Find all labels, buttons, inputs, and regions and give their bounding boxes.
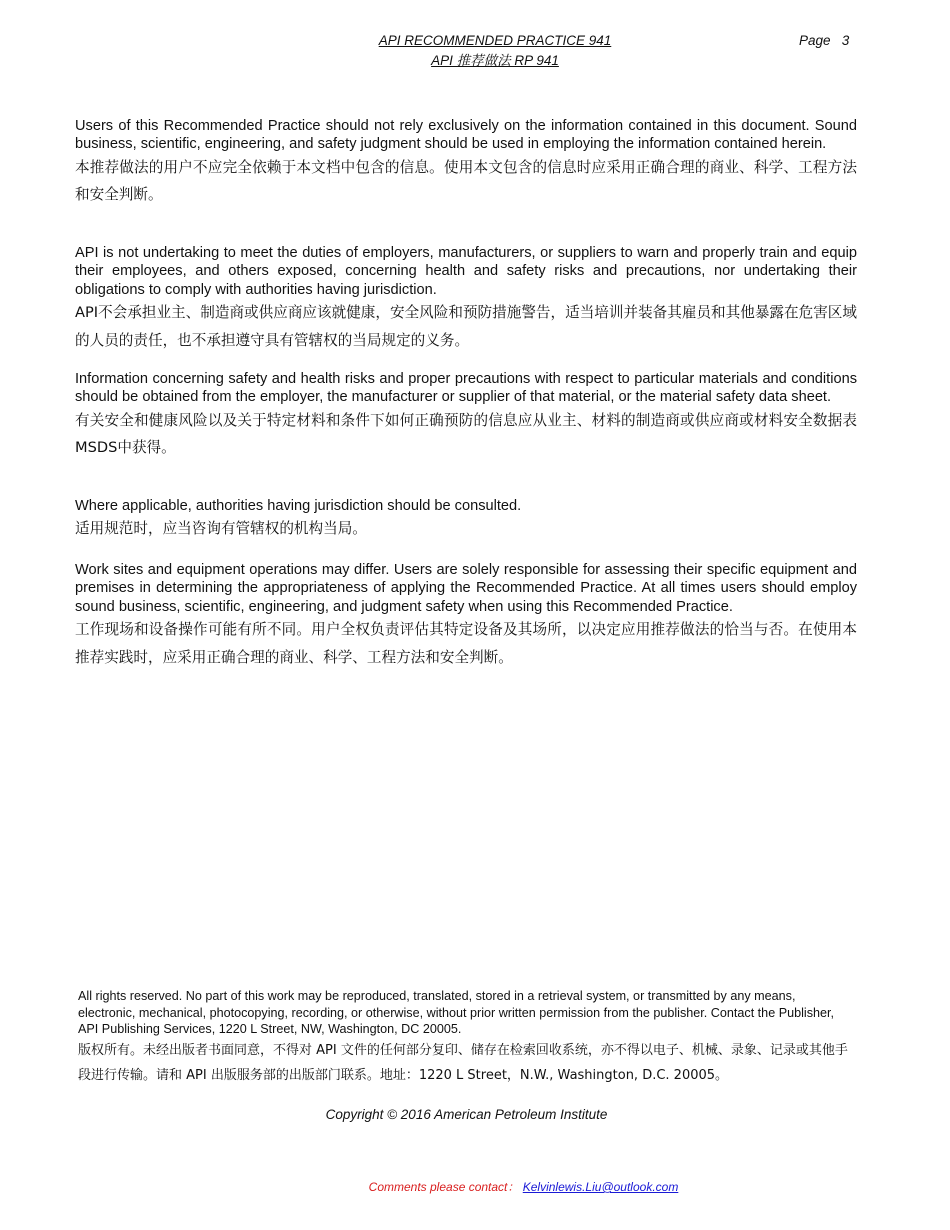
- page-number: Page 3: [799, 33, 850, 48]
- legal-notice: [78, 988, 854, 1088]
- paragraph-chinese: 有关安全和健康风险以及关于特定材料和条件下如何正确预防的信息应从业主、材料的制造商或供应商或材料安全数据表MSDS中获得。: [75, 411, 857, 457]
- legal-notice-chinese: 版权所有。未经出版者书面同意，不得对 API 文件的任何部分复印、储存在检索回收系统，亦不得以电子、机械、录象、记录或其他手段进行传输。请和 API 出版服务部的出版部门联系。地址：1220 L Street，N.W., Washington, D.C. 20005。: [78, 1042, 848, 1083]
- paragraph-chinese: API不会承担业主、制造商或供应商应该就健康，安全风险和预防措施警告，适当培训并装备其雇员和其他暴露在危害区域的人员的责任，也不承担遵守具有管辖权的当局规定的义务。: [75, 304, 857, 349]
- paragraph-reliance: [75, 117, 857, 209]
- copyright-notice: Copyright © 2016 American Petroleum Institute: [325, 1107, 608, 1122]
- contact-email-link[interactable]: Kelvinlewis.Liu@outlook.com: [522, 1180, 679, 1194]
- paragraph-english: Work sites and equipment operations may differ. Users are solely responsible for assessing their specific equipment and premises in determining the appropriateness of applying the Recommended Practice. At all times users should employ sound business, scientific, engineering, and judgment safety when using this Recommended Practice.: [75, 562, 857, 615]
- paragraph-duties: [75, 244, 857, 354]
- paragraph-authorities: [75, 497, 857, 543]
- document-title-chinese: API 推荐做法 RP 941: [431, 53, 559, 68]
- contact-label: Comments please contact：: [368, 1180, 520, 1194]
- paragraph-english: API is not undertaking to meet the duties of employers, manufacturers, or suppliers to warn and properly train and equip their employees, and others exposed, concerning health and safety risks and precautions, nor undertaking their obligations to comply with authorities having jurisdiction.: [75, 245, 857, 298]
- contact-line: [300, 1179, 747, 1195]
- paragraph-chinese: 适用规范时，应当咨询有管辖权的机构当局。: [75, 520, 367, 538]
- paragraph-chinese: 本推荐做法的用户不应完全依赖于本文档中包含的信息。使用本文包含的信息时应采用正确合理的商业、科学、工程方法和安全判断。: [75, 158, 857, 204]
- paragraph-safety-info: [75, 370, 857, 462]
- paragraph-english: Users of this Recommended Practice should not rely exclusively on the information contained in this document. Sound business, scientific, engineering, and safety judgment should be used in employing the information contained herein.: [75, 118, 857, 153]
- legal-notice-english: All rights reserved. No part of this work may be reproduced, translated, stored in a retrieval system, or transmitted by any means, electronic, mechanical, photocopying, recording, or otherwise, without prior written permission from the publisher. Contact the Publisher, API Publishing Services, 1220 L Street, NW, Washington, DC 20005.: [78, 989, 834, 1037]
- paragraph-english: Where applicable, authorities having jurisdiction should be consulted.: [75, 498, 522, 514]
- paragraph-chinese: 工作现场和设备操作可能有所不同。用户全权负责评估其特定设备及其场所，以决定应用推荐做法的恰当与否。在使用本推荐实践时，应采用正确合理的商业、科学、工程方法和安全判断。: [75, 621, 857, 666]
- paragraph-english: Information concerning safety and health risks and proper precautions with respect to particular materials and conditions should be obtained from the employer, the manufacturer or supplier of that material, or the material safety data sheet.: [75, 371, 857, 406]
- document-title: API RECOMMENDED PRACTICE 941: [378, 33, 612, 48]
- paragraph-work-sites: [75, 561, 857, 671]
